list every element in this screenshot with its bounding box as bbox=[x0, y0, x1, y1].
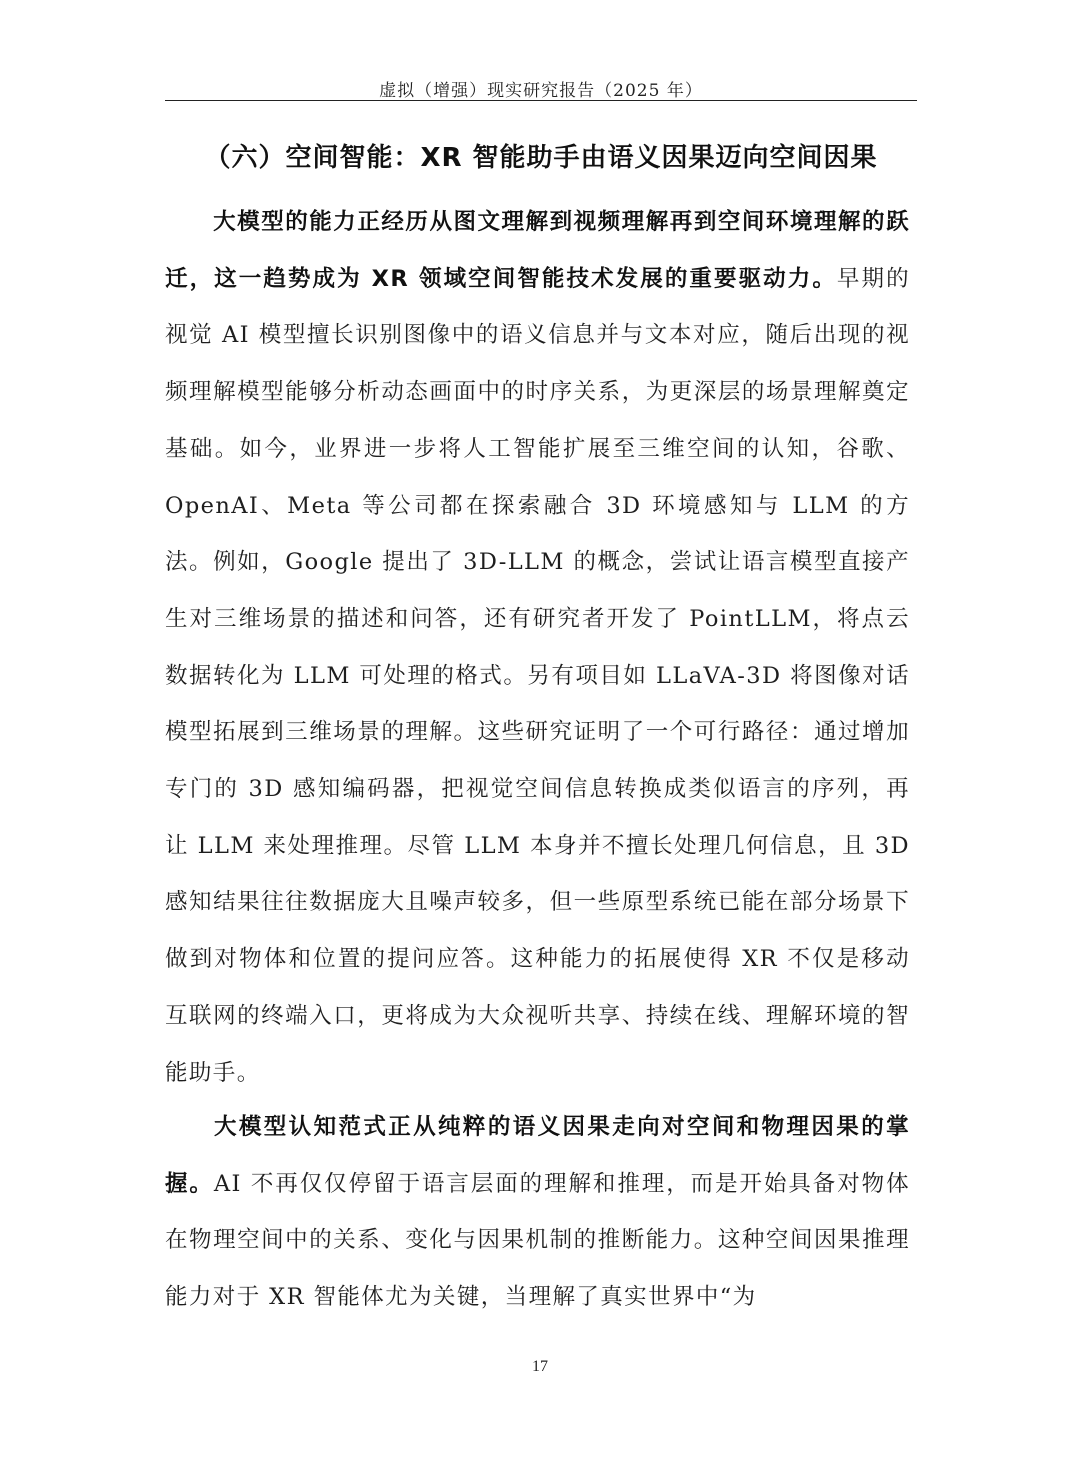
paragraph-1-lead: 大模型的能力正经历从图文理解到视频理解再到空间环境理解的跃迁，这一趋势成为 XR 领域空间智能技术发展的重要驱动力。 bbox=[165, 209, 910, 292]
page-number: 17 bbox=[532, 1358, 548, 1375]
paragraph-1-body: 早期的视觉 AI 模型擅长识别图像中的语义信息并与文本对应，随后出现的视频理解模型能够分析动态画面中的时序关系，为更深层的场景理解奠定基础。如今，业界进一步将人工智能扩展至三维空间的认知，谷歌、OpenAI、Meta 等公司都在探索融合 3D 环境感知与 LLM 的方法。例如，Google 提出了 3D-LLM 的概念，尝试让语言模型直接产生对三维场景的描述和问答，还有研究者开发了 PointLLM，将点云数据转化为 LLM 可处理的格式。另有项目如 LLaVA-3D 将图像对话模型拓展到三维场景的理解。这些研究证明了一个可行路径：通过增加专门的 3D 感知编码器，把视觉空间信息转换成类似语言的序列，再让 LLM 来处理推理。尽管 LLM 本身并不擅长处理几何信息，且 3D 感知结果往往数据庞大且噪声较多，但一些原型系统已能在部分场景下做到对物体和位置的提问应答。这种能力的拓展使得 XR 不仅是移动互联网的终端入口，更将成为大众视听共享、持续在线、理解环境的智能助手。 bbox=[165, 265, 910, 1086]
paragraph-2-body: AI 不再仅仅停留于语言层面的理解和推理，而是开始具备对物体在物理空间中的关系、变化与因果机制的推断能力。这种空间因果推理能力对于 XR 智能体尤为关键，当理解了真实世界中“为 bbox=[165, 1170, 910, 1311]
paragraph-2-lead: 大模型认知范式正从纯粹的语义因果走向对空间和物理因果的掌握。 bbox=[165, 1114, 910, 1197]
running-header: 虚拟（增强）现实研究报告（2025 年） bbox=[379, 81, 703, 101]
header-rule bbox=[165, 100, 917, 101]
paragraph-1 bbox=[165, 194, 910, 1101]
paragraph-2 bbox=[165, 1099, 910, 1326]
section-heading: （六）空间智能：XR 智能助手由语义因果迈向空间因果 bbox=[204, 143, 878, 173]
